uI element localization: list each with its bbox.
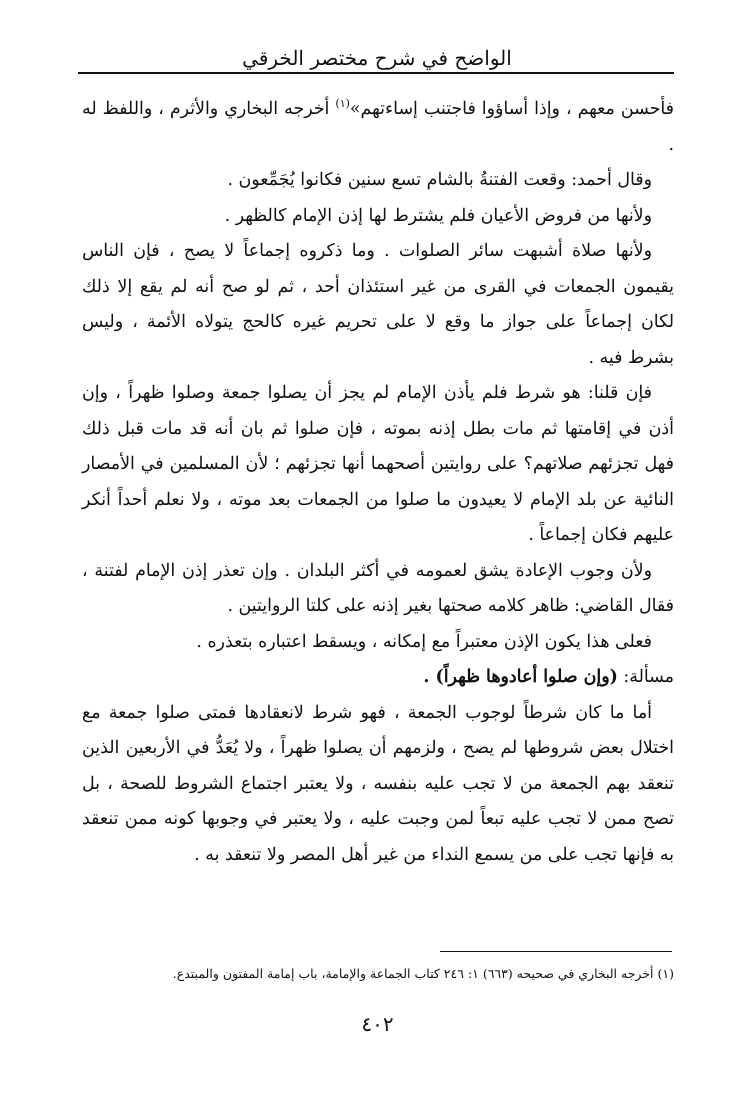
footnote-reference: (١) xyxy=(335,97,350,111)
running-header: الواضح في شرح مختصر الخرقي xyxy=(242,46,512,70)
footnote: (١) أخرجه البخاري في صحيحه (٦٦٣) ١: ٢٤٦ كتاب الجماعة والإمامة، باب إمامة المفتون والمبتدع. xyxy=(172,966,674,981)
footnote-divider xyxy=(440,951,672,952)
masala-text: (وإن صلوا أعادوها ظهراً) . xyxy=(423,667,618,687)
paragraph xyxy=(82,92,674,163)
masala-heading xyxy=(82,660,674,696)
paragraph: ولأن وجوب الإعادة يشق لعمومه في أكثر البلدان . وإن تعذر إذن الإمام لفتنة ، فقال القاضي: ظاهر كلامه صحتها بغير إذنه على كلتا الروايتين . xyxy=(82,560,674,616)
header-divider xyxy=(78,72,674,74)
paragraph: أما ما كان شرطاً لوجوب الجمعة ، فهو شرط لانعقادها فمتى صلوا جمعة مع اختلال بعض شروطها لم يصح ، ولزمهم أن يصلوا ظهراً ، ولا يُعَدُّ في الأربعين الذين تنعقد بهم الجمعة من لا تجب عليه بنفسه ، ولا يعتبر اجتماع الشروط للصحة ، بل تصح ممن لا تجب عليه تبعاً لمن وجبت عليه ، ولا يعتبر في وجوبها كونه ممن تنعقد به فإنها تجب على من يسمع النداء من غير أهل المصر ولا تنعقد به . xyxy=(82,702,674,865)
paragraph: وقال أحمد: وقعت الفتنةُ بالشام تسع سنين فكانوا يُجَمِّعون . xyxy=(227,170,652,190)
masala-label: مسألة: xyxy=(617,667,674,687)
paragraph: فإن قلنا: هو شرط فلم يأذن الإمام لم يجز أن يصلوا جمعة وصلوا ظهراً ، وإن أذن في إقامتها ثم مات بطل إذنه بموته ، فإن صلوا ثم بان أنه قد مات قبل ذلك فهل تجزئهم صلاتهم؟ على روايتين أصحهما أنها تجزئهم ؛ لأن المسلمين في الأمصار النائية عن بلد الإمام لا يعيدون ما صلوا من الجمعات بعد موته ، ولا نعلم أحداً أنكر عليهم فكان إجماعاً . xyxy=(82,383,674,545)
paragraph: ولأنها صلاة أشبهت سائر الصلوات . وما ذكروه إجماعاً لا يصح ، فإن الناس يقيمون الجمعات في القرى من غير استئذان أحد ، ثم لو صح أنه لم يقع إلا ذلك لكان إجماعاً على جواز ما وقع لا على تحريم غيره كالحج يتولاه الأئمة ، وليس بشرط فيه . xyxy=(82,241,674,368)
main-text xyxy=(82,92,674,873)
paragraph-text: فأحسن معهم ، وإذا أساؤوا فاجتنب إساءتهم» xyxy=(349,99,674,119)
paragraph-text: أخرجه البخاري والأثرم ، واللفظ له . xyxy=(82,99,674,155)
paragraph: فعلى هذا يكون الإذن معتبراً مع إمكانه ، ويسقط اعتباره بتعذره . xyxy=(196,631,652,652)
page-number: ٤٠٢ xyxy=(361,1012,394,1036)
paragraph: ولأنها من فروض الأعيان فلم يشترط لها إذن الإمام كالظهر . xyxy=(224,205,652,226)
